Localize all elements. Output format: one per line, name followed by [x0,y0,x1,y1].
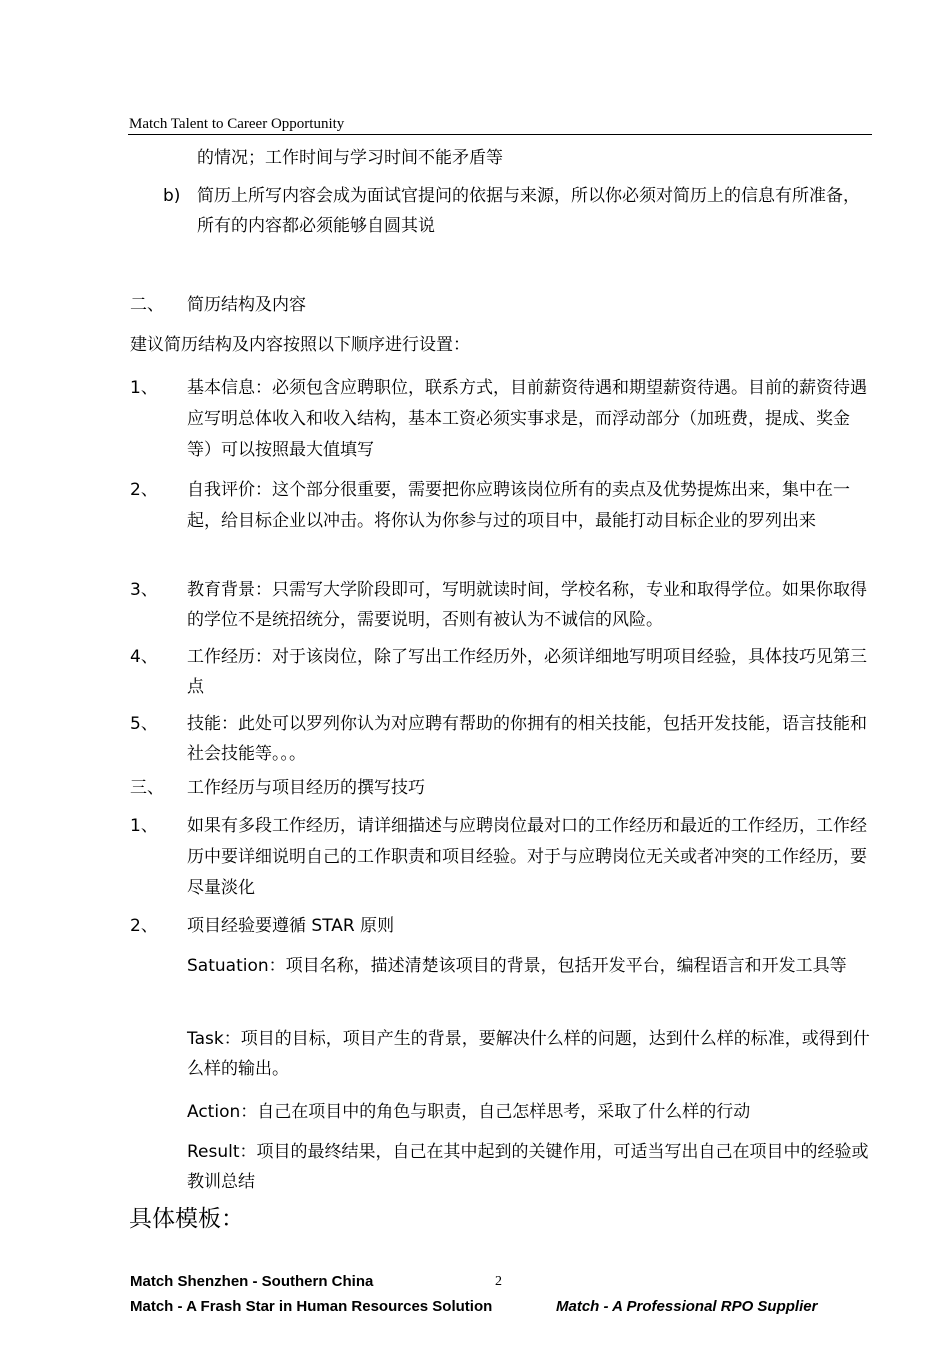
section3-number: 三、 [130,778,164,798]
s2-item-5-number: 5、 [130,714,158,734]
s2-item-1-text: 基本信息：必须包含应聘职位，联系方式，目前薪资待遇和期望薪资待遇。目前的薪资待遇应写明总体收入和收入结构，基本工资必须实事求是，而浮动部分（加班费，提成、奖金等）可以按照最大值填写 [187,378,867,460]
footer-tagline: Match - A Professional RPO Supplier [556,1298,818,1315]
page-number: 2 [495,1274,502,1289]
s2-item-2-text: 自我评价：这个部分很重要，需要把你应聘该岗位所有的卖点及优势提炼出来，集中在一起，给目标企业以冲击。将你认为你参与过的项目中，最能打动目标企业的罗列出来 [187,480,850,531]
section2-title: 简历结构及内容 [187,295,306,315]
template-heading: 具体模板： [129,1206,244,1232]
item-b-text: 简历上所写内容会成为面试官提问的依据与来源，所以你必须对简历上的信息有所准备，所有的内容都必须能够自圆其说 [197,186,860,236]
s3-item-2-number: 2、 [130,916,158,936]
section2-number: 二、 [130,295,164,315]
s2-item-3-number: 3、 [130,580,158,600]
star-result: Result：项目的最终结果，自己在其中起到的关键作用，可适当写出自己在项目中的经验或教训总结 [187,1142,869,1192]
footer-location: Match Shenzhen - Southern China [130,1273,374,1290]
s2-item-3-text: 教育背景：只需写大学阶段即可，写明就读时间，学校名称，专业和取得学位。如果你取得的学位不是统招统分，需要说明，否则有被认为不诚信的风险。 [187,580,867,630]
continuation-text: 的情况；工作时间与学习时间不能矛盾等 [197,148,503,168]
footer-slogan: Match - A Frash Star in Human Resources Solution [130,1298,493,1315]
s2-item-5-text: 技能：此处可以罗列你认为对应聘有帮助的你拥有的相关技能，包括开发技能，语言技能和社会技能等。。。 [187,714,867,764]
star-situation: Satuation：项目名称，描述清楚该项目的背景，包括开发平台，编程语言和开发工具等 [187,956,847,976]
s3-item-1-number: 1、 [130,816,158,836]
star-action: Action：自己在项目中的角色与职责，自己怎样思考，采取了什么样的行动 [187,1102,751,1122]
s2-item-1-number: 1、 [130,378,158,398]
s2-item-2-number: 2、 [130,480,158,500]
s2-item-4-number: 4、 [130,647,158,667]
item-b-marker: b) [163,186,181,206]
s3-item-2-text: 项目经验要遵循 STAR 原则 [187,916,395,936]
star-task: Task：项目的目标，项目产生的背景，要解决什么样的问题，达到什么样的标准，或得到什么样的输出。 [187,1029,870,1079]
section3-title: 工作经历与项目经历的撰写技巧 [187,778,425,798]
s2-item-4-text: 工作经历：对于该岗位，除了写出工作经历外，必须详细地写明项目经验，具体技巧见第三点 [187,647,867,697]
section2-intro: 建议简历结构及内容按照以下顺序进行设置： [130,335,470,355]
header-divider [128,134,872,135]
s3-item-1-text: 如果有多段工作经历，请详细描述与应聘岗位最对口的工作经历和最近的工作经历，工作经历中要详细说明自己的工作职责和项目经验。对于与应聘岗位无关或者冲突的工作经历，要尽量淡化 [187,816,867,898]
running-header: Match Talent to Career Opportunity [129,116,345,132]
